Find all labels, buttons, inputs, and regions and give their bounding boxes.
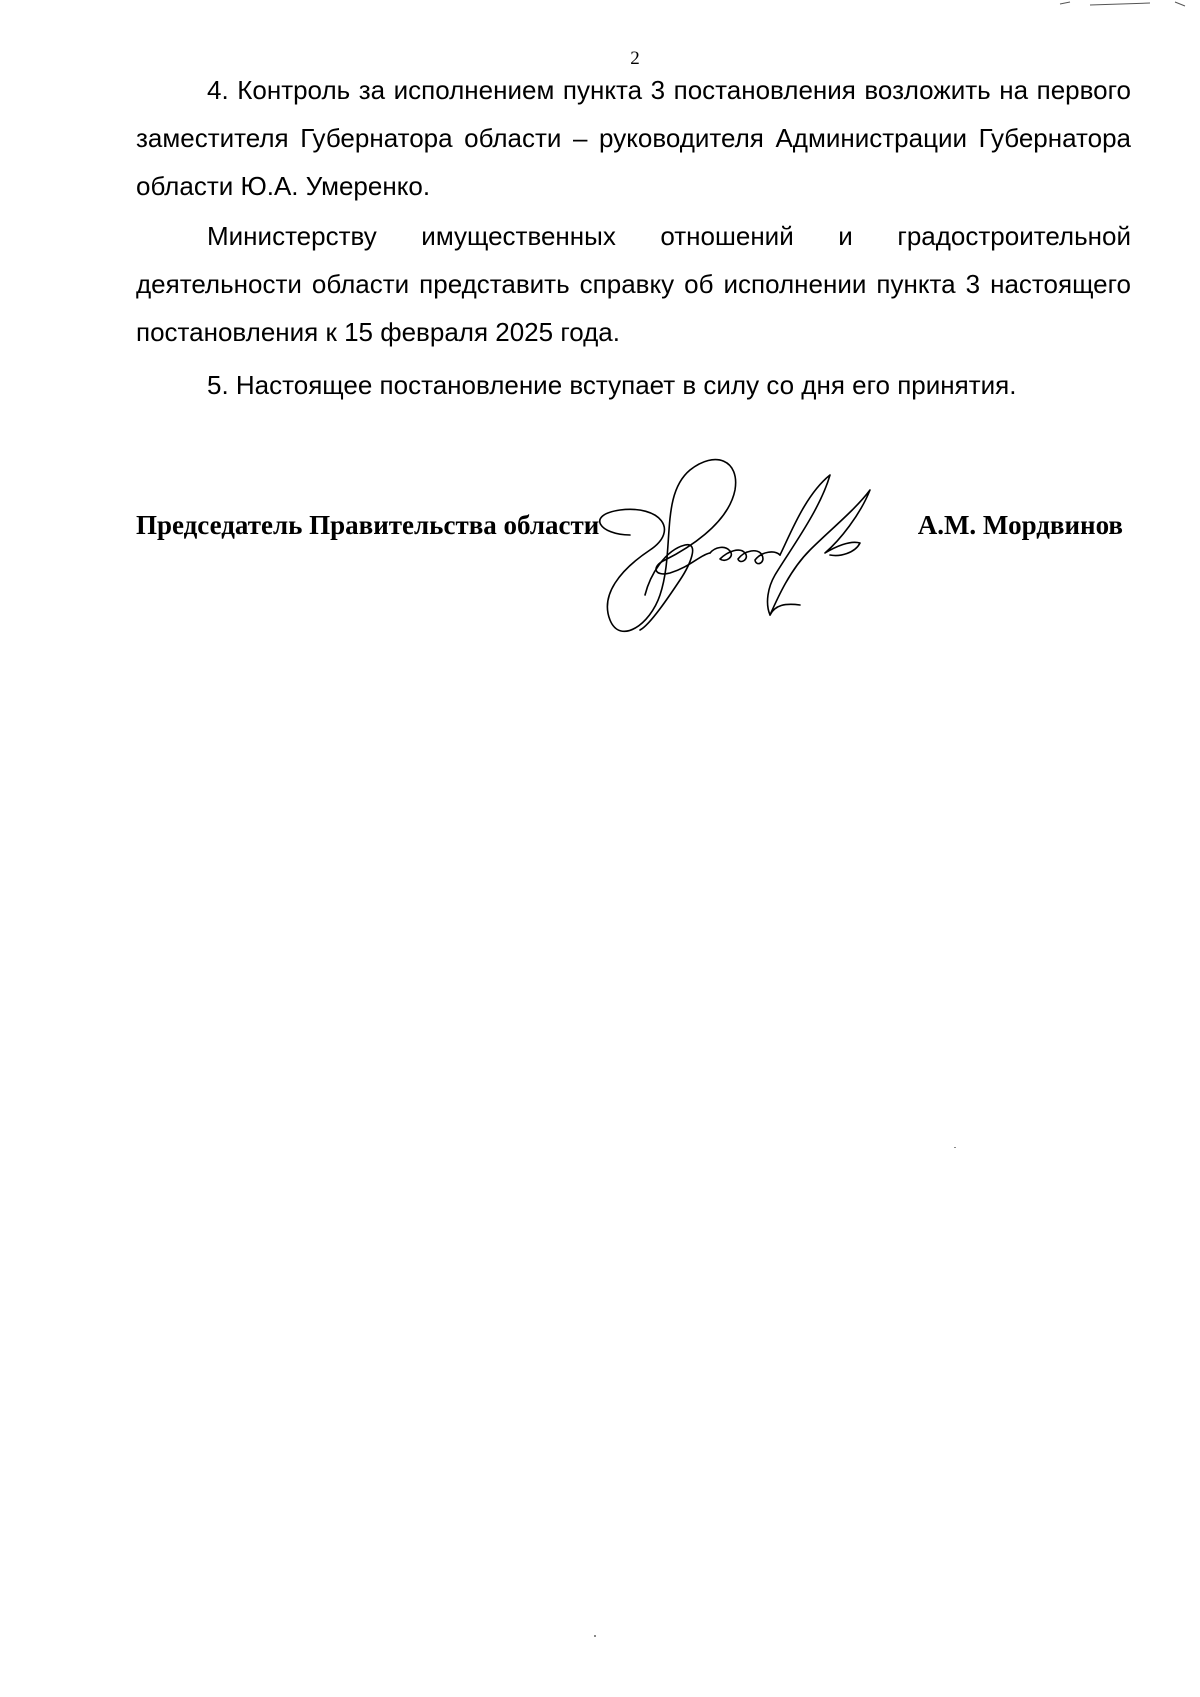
scan-speck — [594, 1635, 596, 1637]
paragraph-item-5: 5. Настоящее постановление вступает в силу со дня его принятия. — [207, 370, 1017, 400]
paragraph-item-4: 4. Контроль за исполнением пункта 3 постановления возложить на первого заместителя Губернатора области – руководителя Администрации Губернатора области Ю.А. Умеренко. — [136, 75, 1131, 201]
page-number: 2 — [630, 48, 640, 69]
signatory-title: Председатель Правительства области — [136, 510, 600, 540]
scan-speck — [954, 1147, 956, 1148]
paragraph-ministry-report: Министерству имущественных отношений и градостроительной деятельности области представить справку об исполнении пункта 3 настоящего постановления к 15 февраля 2025 года. — [136, 221, 1131, 347]
handwritten-signature-icon — [590, 455, 950, 655]
signatory-name: А.М. Мордвинов — [917, 510, 1123, 540]
scan-edge-marks — [1000, 0, 1200, 8]
